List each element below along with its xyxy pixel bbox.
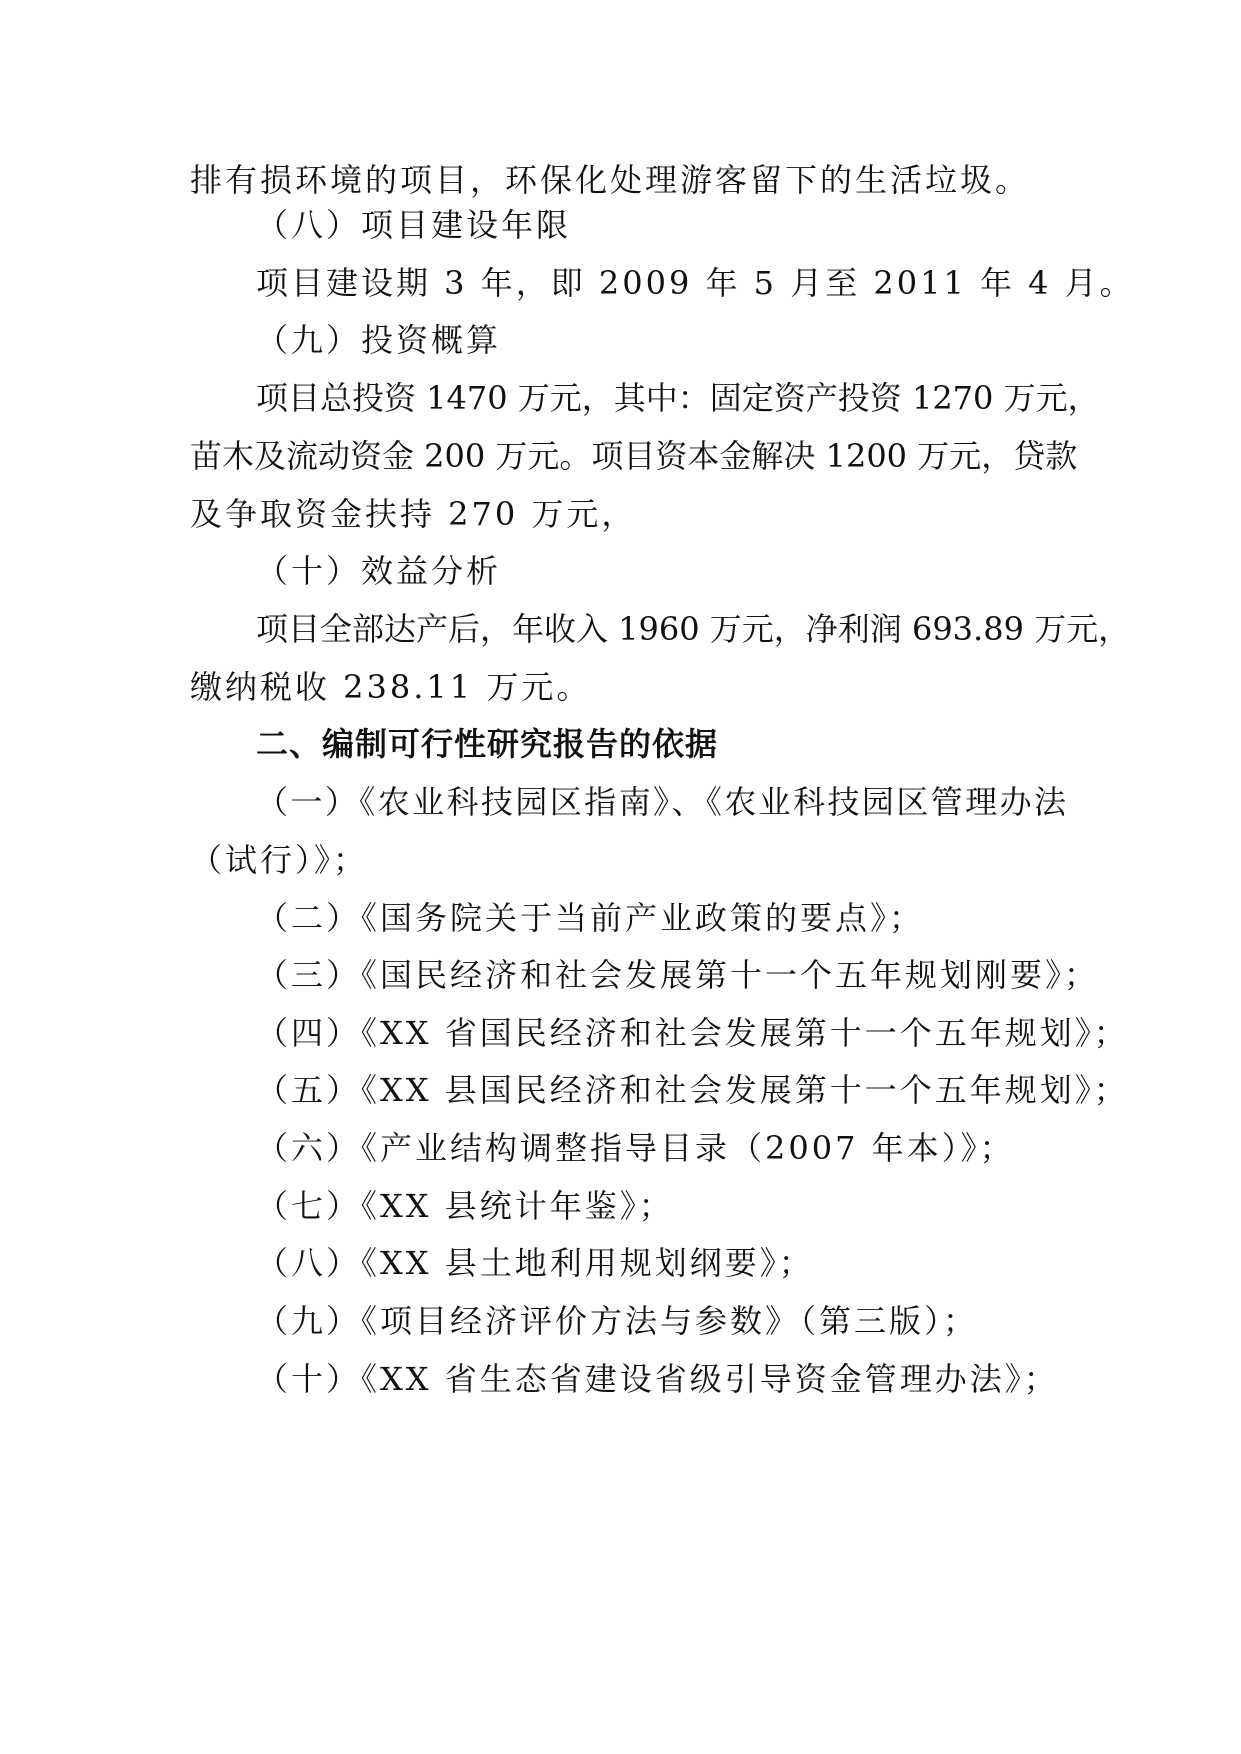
section-heading: （九）投资概算: [256, 321, 502, 359]
list-item: （六）《产业结构调整指导目录（2007 年本）》；: [256, 1129, 1015, 1167]
list-item: （四）《XX 省国民经济和社会发展第十一个五年规划》；: [256, 1014, 1129, 1052]
list-item: （三）《国民经济和社会发展第十一个五年规划刚要》；: [256, 956, 1100, 994]
paragraph-line: 项目建设期 3 年，即 2009 年 5 月至 2011 年 4 月。: [256, 264, 1135, 302]
list-item: （九）《项目经济评价方法与参数》（第三版）；: [256, 1302, 979, 1340]
chapter-heading: 二、编制可行性研究报告的依据: [256, 725, 719, 763]
list-item-continuation: （试行）》；: [190, 841, 369, 879]
paragraph-line: 及争取资金扶持 270 万元，: [190, 495, 637, 533]
paragraph-line: 项目总投资 1470 万元，其中：固定资产投资 1270 万元，: [256, 379, 1100, 417]
list-item: （八）《XX 县土地利用规划纲要》；: [256, 1244, 814, 1282]
paragraph-line: 项目全部达产后，年收入 1960 万元，净利润 693.89 万元，: [256, 610, 1131, 648]
paragraph-line: 苗木及流动资金 200 万元。项目资本金解决 1200 万元，贷款: [190, 437, 1078, 475]
list-item: （十）《XX 省生态省建设省级引导资金管理办法》；: [256, 1360, 1059, 1398]
list-item: （二）《国务院关于当前产业政策的要点》；: [256, 899, 925, 937]
list-item: （一）《农业科技园区指南》、《农业科技园区管理办法: [256, 783, 1066, 821]
paragraph-line: 排有损环境的项目，环保化处理游客留下的生活垃圾。: [190, 161, 1031, 199]
paragraph-line: 缴纳税收 238.11 万元。: [190, 668, 592, 706]
section-heading: （八）项目建设年限: [256, 206, 572, 244]
list-item: （七）《XX 县统计年鉴》；: [256, 1187, 674, 1225]
section-heading: （十）效益分析: [256, 552, 502, 590]
list-item: （五）《XX 县国民经济和社会发展第十一个五年规划》；: [256, 1071, 1129, 1109]
